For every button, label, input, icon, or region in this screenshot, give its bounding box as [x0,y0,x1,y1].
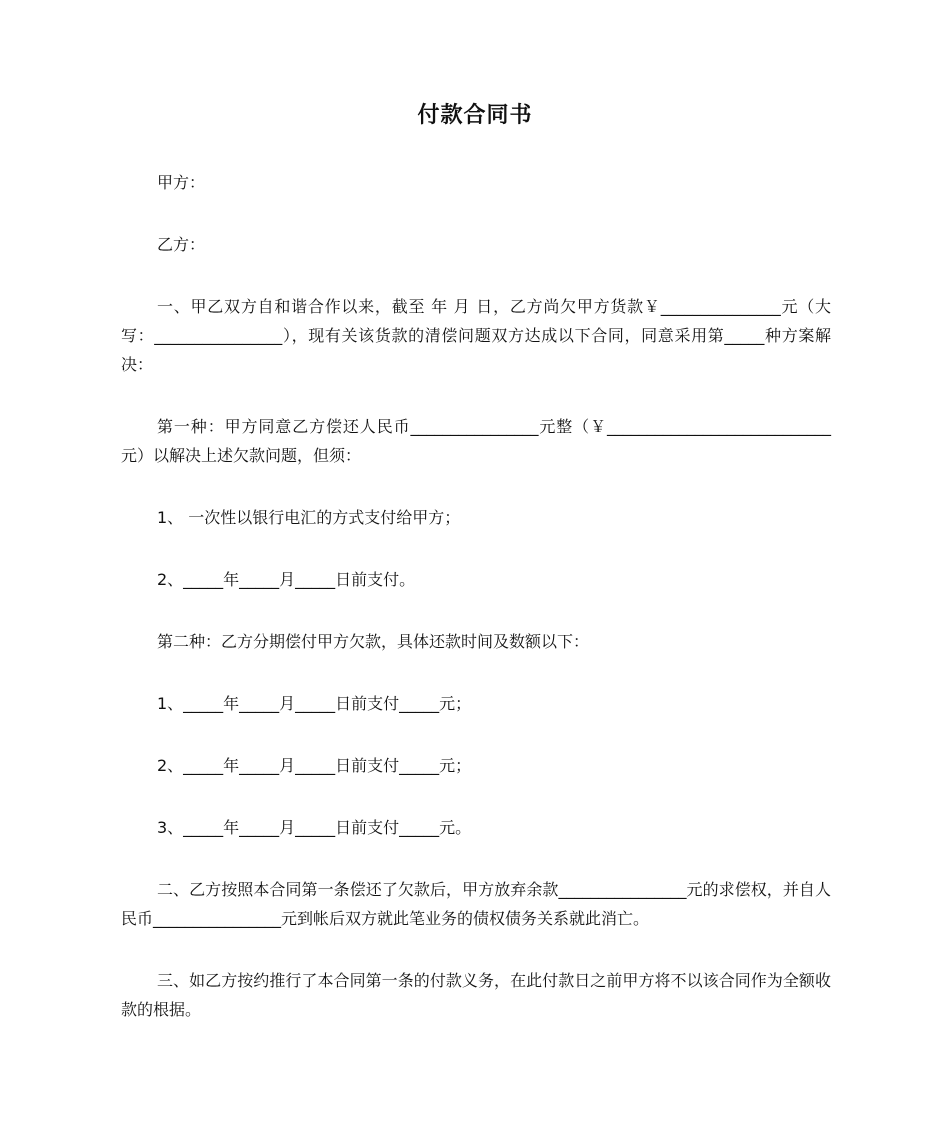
party-b-line: 乙方： [157,235,206,254]
clause-2: 二、乙方按照本合同第一条偿还了欠款后，甲方放弃余款________________元的求偿权，并自人民币________________元到帐后双方就此笔业务的债权债务关系就此消亡。 [121,880,831,928]
option-1-item-2: 2、_____年_____月_____日前支付。 [157,570,416,589]
option-1: 第一种：甲方同意乙方偿还人民币________________元整（￥____________________________元）以解决上述欠款问题，但须： [121,417,831,465]
option-2-item-1: 1、_____年_____月_____日前支付_____元； [157,694,472,713]
option-2-item-2: 2、_____年_____月_____日前支付_____元； [157,756,472,775]
clause-3: 三、如乙方按约推行了本合同第一条的付款义务，在此付款日之前甲方将不以该合同作为全额收款的根据。 [121,971,831,1019]
party-a-line: 甲方： [157,173,206,192]
document-title: 付款合同书 [417,103,533,128]
document-body [121,168,831,1024]
option-1-item-1: 1、 一次性以银行电汇的方式支付给甲方； [157,508,461,527]
option-2-item-3: 3、_____年_____月_____日前支付_____元。 [157,818,472,837]
clause-1: 一、甲乙双方自和谐合作以来，截至 年 月 日，乙方尚欠甲方货款￥_______________元（大写：________________），现有关该货款的清偿问题双方达成以下合同，同意采用第_____种方案解决： [121,297,831,374]
option-2: 第二种：乙方分期偿付甲方欠款，具体还款时间及数额以下： [157,632,590,651]
